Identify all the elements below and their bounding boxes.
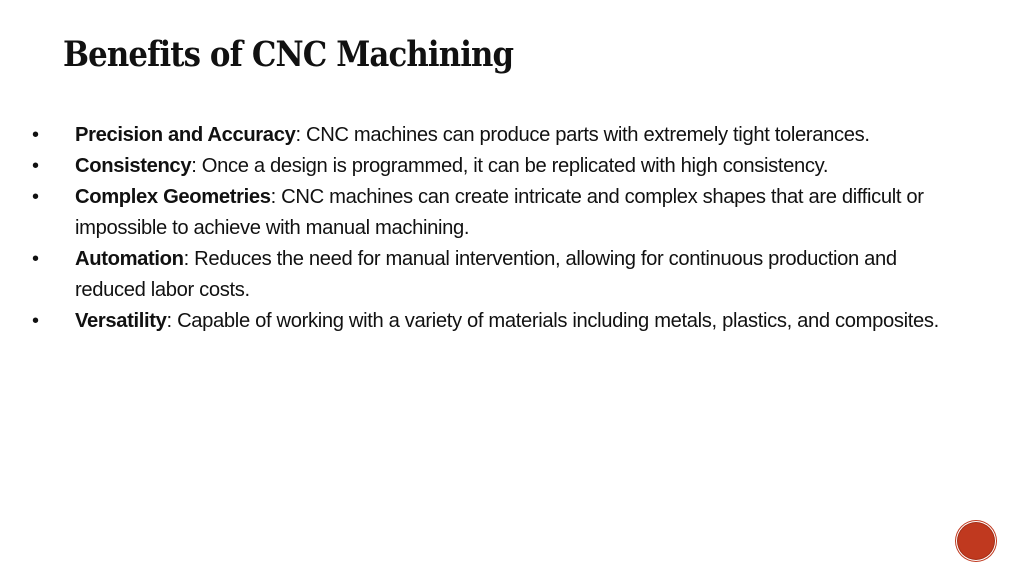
bullet-term: Consistency xyxy=(75,155,192,177)
bullet-text xyxy=(75,306,970,337)
bullet-icon: • xyxy=(32,124,40,146)
bullet-icon: • xyxy=(32,310,40,332)
bullet-description: : Once a design is programmed, it can be replicated with high consistency. xyxy=(191,155,829,177)
list-item xyxy=(30,151,970,182)
bullet-icon: • xyxy=(32,155,40,177)
bullet-description: : CNC machines can create intricate and complex shapes that are difficult or impossible to achieve with manual machining. xyxy=(75,186,924,239)
bullet-term: Versatility xyxy=(75,310,167,332)
slide-title: Benefits of CNC Machining xyxy=(63,34,514,75)
bullet-text xyxy=(75,151,970,182)
page-number-badge xyxy=(958,523,994,559)
bullet-text xyxy=(75,120,970,151)
list-item xyxy=(30,120,970,151)
list-item xyxy=(30,306,970,337)
bullet-text xyxy=(75,182,970,244)
bullet-text xyxy=(75,244,970,306)
bullet-icon: • xyxy=(32,248,40,270)
bullet-term: Automation xyxy=(75,248,184,270)
bullet-icon: • xyxy=(32,186,40,208)
list-item xyxy=(30,182,970,244)
bullet-list xyxy=(30,120,970,337)
list-item xyxy=(30,244,970,306)
bullet-term: Precision and Accuracy xyxy=(75,124,296,146)
bullet-description: : CNC machines can produce parts with extremely tight tolerances. xyxy=(295,124,870,146)
bullet-term: Complex Geometries xyxy=(75,186,271,208)
bullet-description: : Capable of working with a variety of materials including metals, plastics, and composites. xyxy=(166,310,939,332)
bullet-description: : Reduces the need for manual intervention, allowing for continuous production and reduced labor costs. xyxy=(75,248,897,301)
